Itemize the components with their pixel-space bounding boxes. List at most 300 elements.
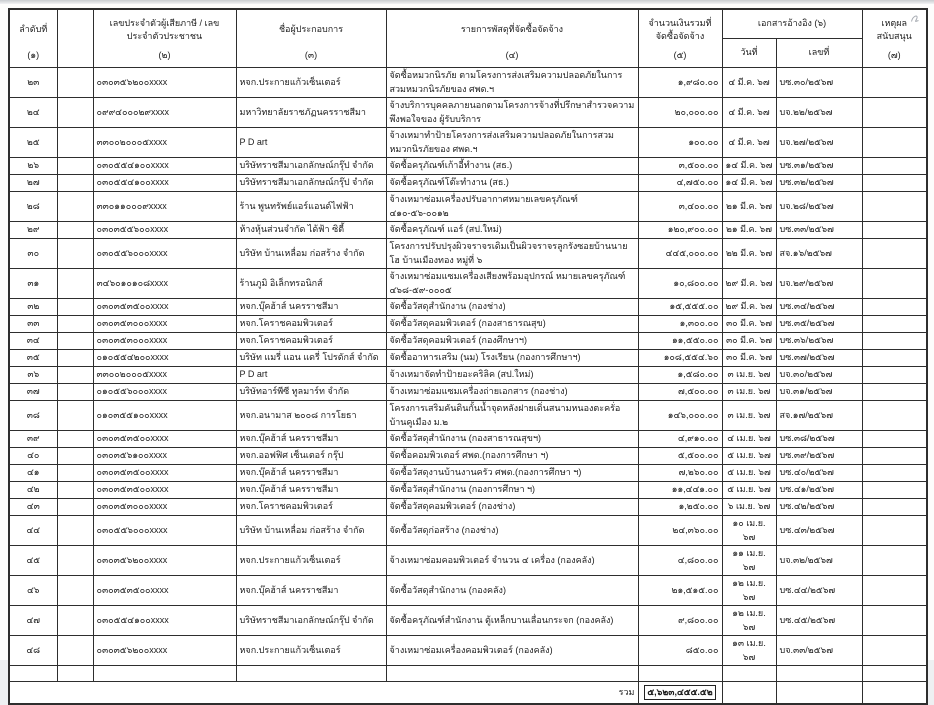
cell-reference-number: บจ.๓๐/๒๕๖๗ <box>776 367 862 384</box>
cell-amount: ๑๐๘,๕๕๔.๖๐ <box>638 350 722 367</box>
cell-reference-date: ๕ เม.ย. ๖๗ <box>722 482 776 499</box>
cell-amount: ๕,๕๐๐.๐๐ <box>638 448 722 465</box>
header-vendor-label: ชื่อผู้ประกอบการ <box>278 24 344 35</box>
table-row <box>9 576 927 606</box>
table-row <box>9 636 927 666</box>
cell-vendor: หจก.ประกายแก้วเซ็นเตอร์ <box>236 546 386 576</box>
cell-reference-date: ๓๐ มี.ค. ๖๗ <box>722 316 776 333</box>
cell-reference-date: ๒๙ มี.ค. ๖๗ <box>722 269 776 299</box>
cell-reference-number: บซ.๔๐/๒๕๖๗ <box>776 465 862 482</box>
cell-amount: ๘๕๐.๐๐ <box>638 636 722 666</box>
cell-sequence: ๓๐ <box>9 239 57 269</box>
cell-sequence: ๒๖ <box>9 158 57 175</box>
procurement-table <box>8 8 928 705</box>
cell-reason <box>862 576 927 606</box>
cell-taxid: ๐๓๐๕๕๖๐๐๐xxxx <box>93 516 236 546</box>
cell-sequence: ๒๙ <box>9 222 57 239</box>
table-row <box>9 350 927 367</box>
cell-taxid: ๐๙๙๔๐๐๐๒๙xxxx <box>93 98 236 128</box>
cell-vendor: บริษัทราชสีมาเอกลักษณ์กรุ๊ป จำกัด <box>236 158 386 175</box>
total-amount-value: ๕,๖๒๓,๔๕๕.๕๒ <box>644 685 715 701</box>
header-reference-group: เอกสารอ้างอิง (๖) <box>722 9 862 39</box>
cell-reference-number: บจ.๓๓/๒๕๖๗ <box>776 636 862 666</box>
cell-vendor: หจก.โคราชคอมพิวเตอร์ <box>236 333 386 350</box>
cell-vendor: หจก.ออฟฟิศ เซ็นเตอร์ กรุ๊ป <box>236 448 386 465</box>
cell-reference-date: ๔ มี.ค. ๖๗ <box>722 128 776 158</box>
total-ref-cell <box>776 682 862 704</box>
cell-item: จ้างเหมาซ่อมเครื่องปรับอากาศหมายเลขครุภัณฑ์ ๔๑๐-๕๖-๐๐๑๒ <box>386 192 638 222</box>
cell-reference-date: ๓๐ มี.ค. ๖๗ <box>722 333 776 350</box>
cell-blank <box>57 222 93 239</box>
cell-vendor: หจก.บุ๊คฮ้าส์ นครราชสีมา <box>236 576 386 606</box>
cell-sequence: ๒๘ <box>9 192 57 222</box>
table-row <box>9 158 927 175</box>
total-date-cell <box>722 682 776 704</box>
cell-item: จัดซื้อวัสดุงานบ้านงานครัว ศพด.(กองการศึกษา ฯ) <box>386 465 638 482</box>
cell-vendor: หจก.บุ๊คฮ้าส์ นครราชสีมา <box>236 431 386 448</box>
cell-blank <box>57 192 93 222</box>
cell-taxid: ๐๓๐๕๕๔๑๐๐xxxx <box>93 606 236 636</box>
cell-reference-date: ๒๙ มี.ค. ๖๗ <box>722 299 776 316</box>
cell-item: จัดซื้อวัสดุก่อสร้าง (กองช่าง) <box>386 516 638 546</box>
cell-reference-number: บซ.๓๕/๒๕๖๗ <box>776 316 862 333</box>
table-row <box>9 128 927 158</box>
cell-reference-number: บซ.๔๕/๒๕๖๗ <box>776 606 862 636</box>
empty-cell <box>776 666 862 682</box>
cell-blank <box>57 546 93 576</box>
cell-blank <box>57 367 93 384</box>
cell-reference-number: บซ.๓๓/๒๕๖๗ <box>776 222 862 239</box>
cell-reference-date: ๑๐ เม.ย. ๖๗ <box>722 516 776 546</box>
cell-reference-date: ๓ เม.ย. ๖๗ <box>722 367 776 384</box>
cell-reference-date: ๓ เม.ย. ๖๗ <box>722 401 776 431</box>
cell-amount: ๑,๕๘๐.๐๐ <box>638 367 722 384</box>
cell-amount: ๑๐๐.๐๐ <box>638 128 722 158</box>
cell-amount: ๑,๓๐๐.๐๐ <box>638 316 722 333</box>
cell-vendor: หจก.ประกายแก้วเซ็นเตอร์ <box>236 68 386 98</box>
cell-item: จัดซื้อวัสดุคอมพิวเตอร์ (กองช่าง) <box>386 499 638 516</box>
cell-vendor: P D art <box>236 367 386 384</box>
cell-reference-date: ๒๑ มี.ค. ๖๗ <box>722 222 776 239</box>
cell-reason <box>862 239 927 269</box>
cell-reason <box>862 516 927 546</box>
cell-vendor: บริษัทอาร์พีซี ทูลมาร์ท จำกัด <box>236 384 386 401</box>
cell-reference-number: บซ.๓๐/๒๕๖๗ <box>776 68 862 98</box>
cell-taxid: ๐๓๐๓๕๓๐๐๐xxxx <box>93 316 236 333</box>
cell-item: จัดซื้อวัสดุสำนักงาน (กองการศึกษา ฯ) <box>386 482 638 499</box>
cell-taxid: ๓๓๐๐๒๐๐๐๕xxxx <box>93 128 236 158</box>
cell-reason <box>862 499 927 516</box>
table-row <box>9 367 927 384</box>
cell-amount: ๑๑,๕๕๐.๐๐ <box>638 333 722 350</box>
cell-blank <box>57 269 93 299</box>
header-vendor-num: (๓) <box>304 50 318 61</box>
cell-sequence: ๓๔ <box>9 333 57 350</box>
cell-item: จัดซื้อวัสดุสำนักงาน (กองสาธารณสุขฯ) <box>386 431 638 448</box>
table-row <box>9 239 927 269</box>
cell-sequence: ๒๗ <box>9 175 57 192</box>
cell-reference-number: สจ.๑๖/๒๕๖๗ <box>776 239 862 269</box>
cell-item: จัดซื้อครุภัณฑ์ แอร์ (สป.ใหม่) <box>386 222 638 239</box>
cell-vendor: P D art <box>236 128 386 158</box>
cell-amount: ๔,๘๐๐.๐๐ <box>638 546 722 576</box>
cell-amount: ๑๒๐,๙๐๐.๐๐ <box>638 222 722 239</box>
header-blank-label <box>61 13 90 48</box>
cell-reason <box>862 350 927 367</box>
total-reason-cell <box>862 682 927 704</box>
empty-cell <box>386 666 638 682</box>
cell-item: จัดซื้อครุภัณฑ์สำนักงาน ตู้เหล็กบานเลื่อนกระจก (กองคลัง) <box>386 606 638 636</box>
total-amount-cell <box>638 682 722 704</box>
cell-reference-number: บซ.๔๓/๒๕๖๗ <box>776 516 862 546</box>
cell-amount: ๗,๒๖๐.๐๐ <box>638 465 722 482</box>
cell-sequence: ๔๓ <box>9 499 57 516</box>
cell-vendor: บริษัท แมรี่ แอน แดรี่ โปรดักส์ จำกัด <box>236 350 386 367</box>
cell-reference-date: ๑๔ มี.ค. ๖๗ <box>722 158 776 175</box>
header-reason-label: เหตุผลสนับสนุน <box>876 17 912 41</box>
cell-blank <box>57 465 93 482</box>
cell-item: จ้างเหมาซ่อมแซมเครื่องเสียงพร้อมอุปกรณ์ หมายเลขครุภัณฑ์ ๔๖๘-๕๙-๐๐๐๕ <box>386 269 638 299</box>
table-row <box>9 269 927 299</box>
empty-cell <box>236 666 386 682</box>
cell-reference-number: บจ.๓๒/๒๕๖๗ <box>776 546 862 576</box>
cell-vendor: หจก.โคราชคอมพิวเตอร์ <box>236 499 386 516</box>
cell-reason <box>862 333 927 350</box>
empty-cell <box>638 666 722 682</box>
cell-reference-number: บซ.๔๔/๒๕๖๗ <box>776 576 862 606</box>
cell-taxid: ๐๓๐๓๕๕๖๐๐xxxx <box>93 222 236 239</box>
cell-reason <box>862 192 927 222</box>
table-row <box>9 222 927 239</box>
cell-amount: ๒๔,๓๖๐.๐๐ <box>638 516 722 546</box>
cell-vendor: หจก.โคราชคอมพิวเตอร์ <box>236 316 386 333</box>
cell-amount: ๑๕,๕๕๕.๐๐ <box>638 299 722 316</box>
header-vendor <box>236 9 386 68</box>
cell-taxid: ๐๓๐๓๕๖๒๐๐xxxx <box>93 636 236 666</box>
cell-amount: ๙,๘๐๐.๐๐ <box>638 606 722 636</box>
cell-reference-date: ๔ เม.ย. ๖๗ <box>722 431 776 448</box>
cell-vendor: มหาวิทยาลัยราชภัฏนครราชสีมา <box>236 98 386 128</box>
cell-item: จ้างเหมาซ่อมเครื่องคอมพิวเตอร์ (กองคลัง) <box>386 636 638 666</box>
cell-taxid: ๐๓๐๓๕๓๐๐๐xxxx <box>93 333 236 350</box>
cell-reference-date: ๒๒ มี.ค. ๖๗ <box>722 239 776 269</box>
header-blank-num <box>61 48 90 65</box>
cell-reference-date: ๖ เม.ย. ๖๗ <box>722 499 776 516</box>
header-sequence <box>9 9 57 68</box>
empty-cell <box>722 666 776 682</box>
table-row <box>9 448 927 465</box>
cell-blank <box>57 316 93 333</box>
cell-blank <box>57 384 93 401</box>
table-row <box>9 192 927 222</box>
cell-amount: ๑๔๖,๐๐๐.๐๐ <box>638 401 722 431</box>
cell-blank <box>57 401 93 431</box>
total-label: รวม <box>9 682 638 704</box>
header-blank-column <box>57 9 93 68</box>
cell-taxid: ๐๓๐๓๕๓๐๐๐xxxx <box>93 499 236 516</box>
cell-blank <box>57 239 93 269</box>
table-body <box>9 68 927 666</box>
cell-amount: ๑,๒๕๐.๐๐ <box>638 499 722 516</box>
cell-sequence: ๒๔ <box>9 98 57 128</box>
cell-taxid: ๓๓๐๐๒๐๐๐๕xxxx <box>93 367 236 384</box>
cell-reason <box>862 222 927 239</box>
cell-taxid: ๐๓๐๓๕๖๒๐๐xxxx <box>93 68 236 98</box>
cell-sequence: ๔๗ <box>9 606 57 636</box>
cell-reason <box>862 384 927 401</box>
cell-amount: ๑๑,๔๔๑.๐๐ <box>638 482 722 499</box>
cell-reference-date: ๑๔ มี.ค. ๖๗ <box>722 175 776 192</box>
cell-reason <box>862 606 927 636</box>
handwritten-pen-mark-icon <box>909 12 922 25</box>
cell-taxid: ๐๓๐๕๕๖๐๐๐xxxx <box>93 239 236 269</box>
cell-reference-number: บซ.๓๗/๒๕๖๗ <box>776 350 862 367</box>
cell-reference-date: ๓ เม.ย. ๖๗ <box>722 384 776 401</box>
cell-item: จัดซื้อวัสดุคอมพิวเตอร์ (กองสาธารณสุข) <box>386 316 638 333</box>
table-row <box>9 98 927 128</box>
cell-reason <box>862 431 927 448</box>
cell-blank <box>57 499 93 516</box>
cell-blank <box>57 128 93 158</box>
cell-vendor: ห้างหุ้นส่วนจำกัด ได้ฟ้า ซิตี้ <box>236 222 386 239</box>
cell-reference-date: ๔ มี.ค. ๖๗ <box>722 68 776 98</box>
cell-reason <box>862 175 927 192</box>
total-row <box>9 682 927 704</box>
cell-item: จัดซื้อวัสดุสำนักงาน (กองช่าง) <box>386 299 638 316</box>
cell-item: จัดซื้อครุภัณฑ์เก้าอี้ทำงาน (สธ.) <box>386 158 638 175</box>
cell-taxid: ๐๓๐๕๕๔๑๐๐xxxx <box>93 158 236 175</box>
cell-reason <box>862 98 927 128</box>
cell-reference-number: บซ.๓๑/๒๕๖๗ <box>776 158 862 175</box>
cell-item: โครงการเสริมคันดินกั้นน้ำจุดหลังฝายเดิ่นสนามหนองตะครั่อ บ้านคูเมือง ม.๒ <box>386 401 638 431</box>
cell-amount: ๔๔๕,๐๐๐.๐๐ <box>638 239 722 269</box>
header-amount-num: (๕) <box>673 50 687 61</box>
header-item-num: (๔) <box>505 50 519 61</box>
header-taxid-num: (๒) <box>158 50 171 61</box>
cell-taxid: ๓๓๐๑๑๐๐๐๙xxxx <box>93 192 236 222</box>
cell-item: จัดซื้อครุภัณฑ์โต๊ะทำงาน (สธ.) <box>386 175 638 192</box>
cell-sequence: ๓๑ <box>9 269 57 299</box>
cell-item: จัดซื้อวัสดุสำนักงาน (กองคลัง) <box>386 576 638 606</box>
cell-vendor: หจก.ประกายแก้วเซ็นเตอร์ <box>236 636 386 666</box>
empty-cell <box>93 666 236 682</box>
cell-blank <box>57 158 93 175</box>
table-row <box>9 431 927 448</box>
cell-reference-date: ๒๑ มี.ค. ๖๗ <box>722 192 776 222</box>
cell-reason <box>862 128 927 158</box>
cell-reason <box>862 269 927 299</box>
table-row <box>9 516 927 546</box>
cell-reference-number: บจ.๒๘/๒๕๖๗ <box>776 192 862 222</box>
cell-reference-number: สจ.๑๗/๒๕๖๗ <box>776 401 862 431</box>
cell-reference-number: บซ.๓๔/๒๕๖๗ <box>776 299 862 316</box>
cell-taxid: ๐๓๐๓๕๖๑๐๐xxxx <box>93 448 236 465</box>
cell-sequence: ๓๓ <box>9 316 57 333</box>
table-row <box>9 384 927 401</box>
header-amount <box>638 9 722 68</box>
table-header <box>9 9 927 68</box>
cell-amount: ๒๐,๐๐๐.๐๐ <box>638 98 722 128</box>
cell-amount: ๑,๙๘๐.๐๐ <box>638 68 722 98</box>
cell-reference-date: ๑๒ เม.ย. ๖๗ <box>722 606 776 636</box>
cell-item: จ้างเหมาซ่อมแซมเครื่องถ่ายเอกสาร (กองช่าง) <box>386 384 638 401</box>
table-row <box>9 482 927 499</box>
header-reason <box>862 9 927 68</box>
cell-taxid: ๐๓๐๓๕๖๒๐๐xxxx <box>93 546 236 576</box>
cell-vendor: บริษัท บ้านเหลื่อม ก่อสร้าง จำกัด <box>236 239 386 269</box>
cell-taxid: ๐๓๐๕๕๔๑๐๐xxxx <box>93 175 236 192</box>
cell-blank <box>57 636 93 666</box>
cell-taxid: ๐๑๐๓๕๕๑๐๐xxxx <box>93 401 236 431</box>
cell-blank <box>57 175 93 192</box>
table-row <box>9 68 927 98</box>
scan-top-edge <box>0 0 934 4</box>
header-reference-date: วันที่ <box>722 39 776 68</box>
cell-blank <box>57 98 93 128</box>
cell-item: จัดซื้อหมวกนิรภัย ตามโครงการส่งเสริมความปลอดภัยในการสวมหมวกนิรภัยของ ศพด.ฯ <box>386 68 638 98</box>
cell-vendor: หจก.บุ๊คฮ้าส์ นครราชสีมา <box>236 299 386 316</box>
cell-sequence: ๓๖ <box>9 367 57 384</box>
cell-sequence: ๔๑ <box>9 465 57 482</box>
cell-item: จัดซื้อคอมพิวเตอร์ ศพด.(กองการศึกษา ฯ) <box>386 448 638 465</box>
header-reference-number: เลขที่ <box>776 39 862 68</box>
cell-blank <box>57 350 93 367</box>
cell-reason <box>862 158 927 175</box>
cell-item: จัดซื้อวัสดุคอมพิวเตอร์ (กองศึกษาฯ) <box>386 333 638 350</box>
cell-reference-number: บจ.๓๑/๒๕๖๗ <box>776 384 862 401</box>
cell-reason <box>862 465 927 482</box>
cell-blank <box>57 431 93 448</box>
cell-reference-number: บซ.๔๑/๒๕๖๗ <box>776 482 862 499</box>
cell-vendor: ร้าน พูนทรัพย์แอร์แอนด์ไฟฟ้า <box>236 192 386 222</box>
table-row <box>9 299 927 316</box>
cell-blank <box>57 299 93 316</box>
cell-sequence: ๓๗ <box>9 384 57 401</box>
header-taxid-label: เลขประจำตัวผู้เสียภาษี / เลขประจำตัวประชาชน <box>109 17 220 41</box>
cell-reason <box>862 299 927 316</box>
header-reason-num: (๗) <box>887 50 901 61</box>
cell-taxid: ๐๑๐๕๕๖๐๐๐xxxx <box>93 384 236 401</box>
cell-vendor: หจก.บุ๊คฮ้าส์ นครราชสีมา <box>236 465 386 482</box>
cell-blank <box>57 576 93 606</box>
cell-reason <box>862 316 927 333</box>
cell-reason <box>862 448 927 465</box>
table-row <box>9 333 927 350</box>
header-item-label: รายการพัสดุที่จัดซื้อจัดจ้าง <box>460 24 564 35</box>
cell-taxid: ๐๓๐๓๕๓๕๐๐xxxx <box>93 465 236 482</box>
cell-blank <box>57 333 93 350</box>
cell-item: จัดซื้ออาหารเสริม (นม) โรงเรียน (กองการศึกษาฯ) <box>386 350 638 367</box>
cell-sequence: ๔๐ <box>9 448 57 465</box>
cell-sequence: ๔๕ <box>9 546 57 576</box>
table-footer <box>9 666 927 704</box>
cell-taxid: ๐๓๐๓๕๓๕๐๐xxxx <box>93 299 236 316</box>
cell-sequence: ๓๕ <box>9 350 57 367</box>
cell-amount: ๑๐,๘๐๐.๐๐ <box>638 269 722 299</box>
cell-reference-date: ๔ มี.ค. ๖๗ <box>722 98 776 128</box>
cell-reference-number: บซ.๓๒/๒๕๖๗ <box>776 175 862 192</box>
cell-blank <box>57 482 93 499</box>
table-row <box>9 499 927 516</box>
cell-taxid: ๐๑๐๕๕๔๒๐๐xxxx <box>93 350 236 367</box>
cell-vendor: บริษัทราชสีมาเอกลักษณ์กรุ๊ป จำกัด <box>236 606 386 636</box>
empty-spacer-row <box>9 666 927 682</box>
cell-amount: ๗,๕๐๐.๐๐ <box>638 384 722 401</box>
cell-reference-number: บซ.๓๖/๒๕๖๗ <box>776 333 862 350</box>
cell-reference-date: ๑๓ เม.ย. ๖๗ <box>722 636 776 666</box>
cell-reference-number: บจ.๒๙/๒๕๖๗ <box>776 269 862 299</box>
cell-reference-date: ๕ เม.ย. ๖๗ <box>722 465 776 482</box>
cell-amount: ๓,๔๐๐.๐๐ <box>638 192 722 222</box>
cell-sequence: ๔๘ <box>9 636 57 666</box>
header-amount-label: จำนวนเงินรวมที่จัดซื้อจัดจ้าง <box>648 17 712 41</box>
cell-amount: ๔,๗๕๐.๐๐ <box>638 175 722 192</box>
cell-item: จ้างเหมาซ่อมคอมพิวเตอร์ จำนวน ๔ เครื่อง (กองคลัง) <box>386 546 638 576</box>
cell-sequence: ๓๘ <box>9 401 57 431</box>
cell-blank <box>57 516 93 546</box>
table-row <box>9 546 927 576</box>
cell-vendor: ร้านภูมิ อิเล็กทรอนิกส์ <box>236 269 386 299</box>
header-sequence-num: (๑) <box>27 50 40 61</box>
cell-reason <box>862 367 927 384</box>
cell-reason <box>862 546 927 576</box>
cell-taxid: ๓๔๖๐๑๐๑๐๘xxxx <box>93 269 236 299</box>
cell-taxid: ๐๓๐๓๕๓๕๐๐xxxx <box>93 431 236 448</box>
header-sequence-label: ลำดับที่ <box>19 24 48 35</box>
cell-amount: ๓,๕๐๐.๐๐ <box>638 158 722 175</box>
cell-amount: ๔,๙๑๐.๐๐ <box>638 431 722 448</box>
empty-cell <box>9 666 57 682</box>
table-row <box>9 606 927 636</box>
cell-reference-date: ๓๐ มี.ค. ๖๗ <box>722 350 776 367</box>
cell-sequence: ๓๙ <box>9 431 57 448</box>
cell-reason <box>862 636 927 666</box>
cell-item: โครงการปรับปรุงผิวจราจรเดิมเป็นผิวจราจรลูกรังซอยบ้านนายโฮ บ้านเมืองทอง หมู่ที่ ๖ <box>386 239 638 269</box>
table-row <box>9 401 927 431</box>
cell-reference-number: บจ.๒๗/๒๕๖๗ <box>776 128 862 158</box>
cell-reference-number: บจ.๒๒/๒๕๖๗ <box>776 98 862 128</box>
cell-reference-number: บซ.๓๘/๒๕๖๗ <box>776 431 862 448</box>
table-row <box>9 465 927 482</box>
cell-taxid: ๐๓๐๓๕๓๕๐๐xxxx <box>93 576 236 606</box>
cell-reason <box>862 401 927 431</box>
cell-reference-number: บซ.๔๒/๒๕๖๗ <box>776 499 862 516</box>
cell-blank <box>57 606 93 636</box>
cell-reason <box>862 482 927 499</box>
table-row <box>9 316 927 333</box>
table-row <box>9 175 927 192</box>
cell-item: จ้างเหมาจัดทำป้ายอะคริลิค (สป.ใหม่) <box>386 367 638 384</box>
cell-reference-date: ๑๑ เม.ย. ๖๗ <box>722 546 776 576</box>
cell-amount: ๒๑,๕๑๕.๐๐ <box>638 576 722 606</box>
header-item <box>386 9 638 68</box>
cell-vendor: หจก.บุ๊คฮ้าส์ นครราชสีมา <box>236 482 386 499</box>
cell-vendor: บริษัท บ้านเหลื่อม ก่อสร้าง จำกัด <box>236 516 386 546</box>
cell-reference-number: บซ.๓๙/๒๕๖๗ <box>776 448 862 465</box>
cell-sequence: ๔๒ <box>9 482 57 499</box>
cell-vendor: บริษัทราชสีมาเอกลักษณ์กรุ๊ป จำกัด <box>236 175 386 192</box>
empty-cell <box>57 666 93 682</box>
cell-sequence: ๔๔ <box>9 516 57 546</box>
cell-blank <box>57 448 93 465</box>
cell-taxid: ๐๓๐๓๕๓๕๐๐xxxx <box>93 482 236 499</box>
cell-reference-date: ๑๒ เม.ย. ๖๗ <box>722 576 776 606</box>
cell-sequence: ๒๕ <box>9 128 57 158</box>
empty-cell <box>862 666 927 682</box>
cell-sequence: ๓๒ <box>9 299 57 316</box>
cell-sequence: ๒๓ <box>9 68 57 98</box>
cell-vendor: หจก.อนามาส ๒๐๐๘ การโยธา <box>236 401 386 431</box>
